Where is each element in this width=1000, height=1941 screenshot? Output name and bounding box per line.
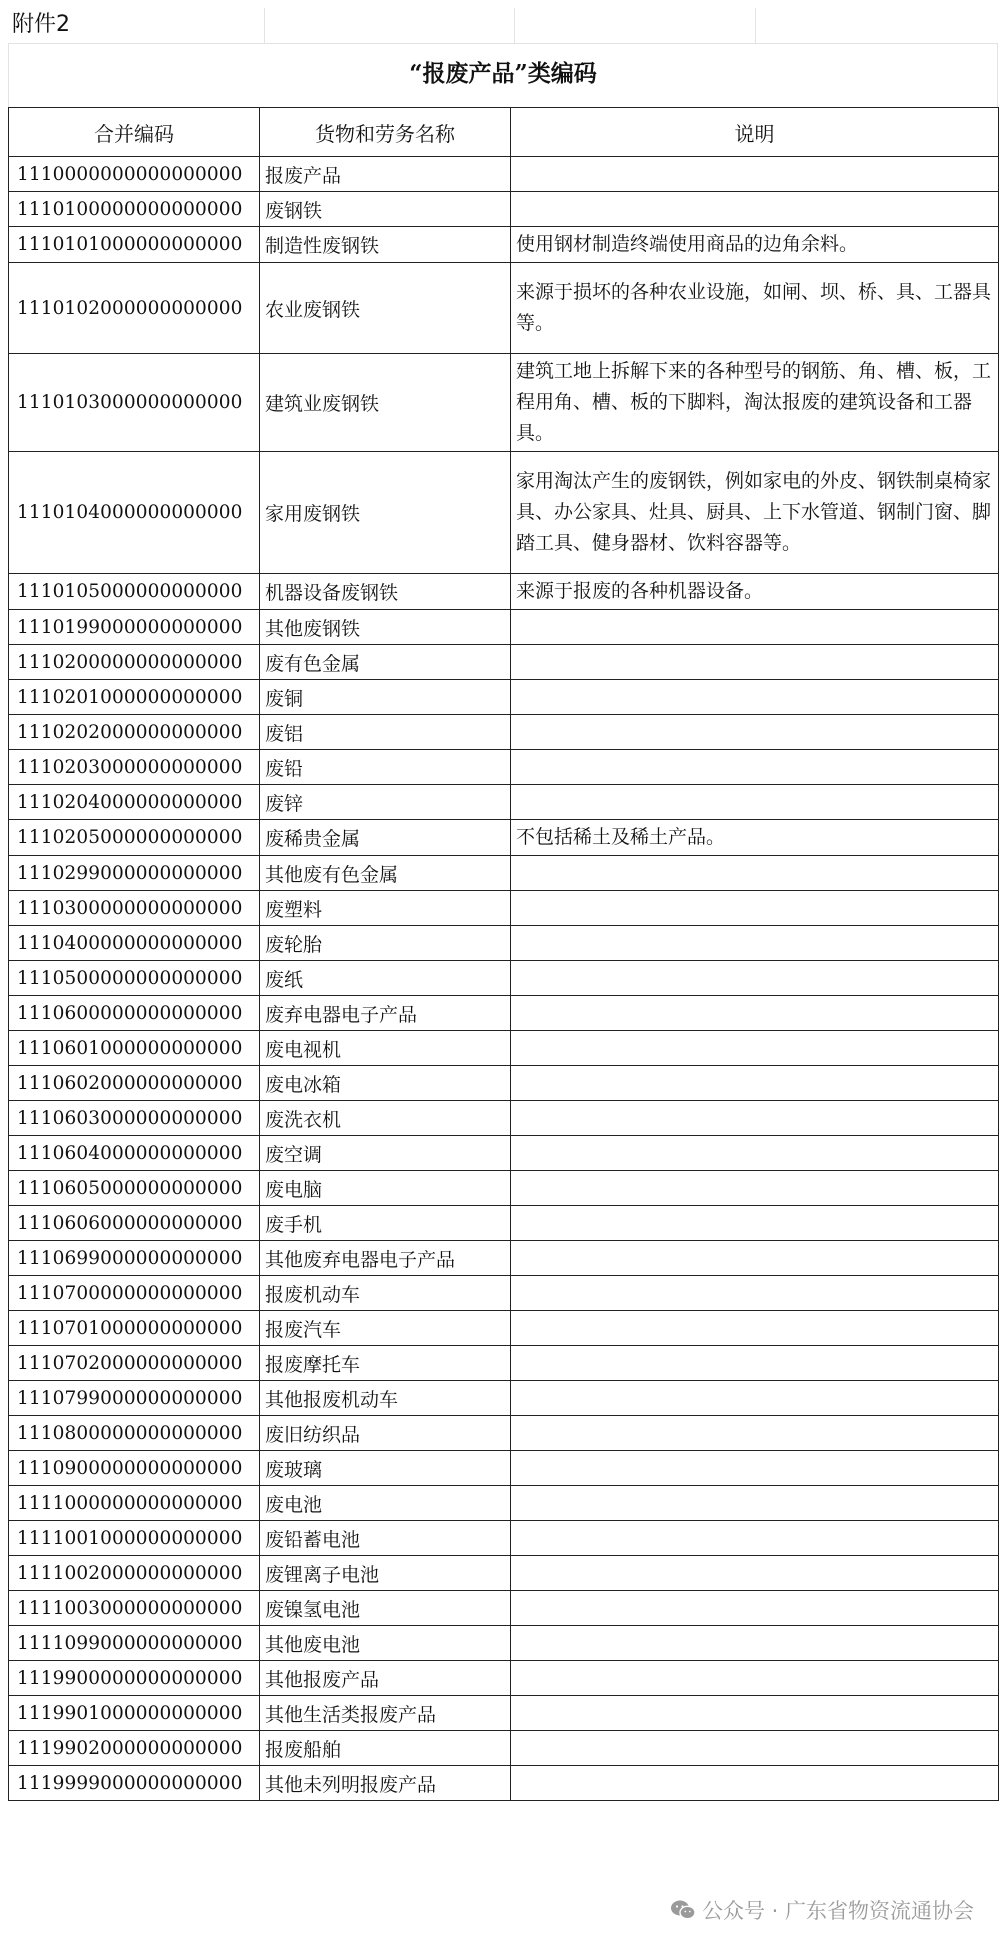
table-row (9, 856, 999, 891)
column-header-description: 说明 (511, 108, 999, 157)
name-cell: 废玻璃 (260, 1451, 511, 1486)
code-cell: 1110799000000000000 (9, 1381, 260, 1416)
description-cell (511, 1171, 999, 1206)
name-cell: 报废产品 (260, 157, 511, 192)
name-cell: 其他废钢铁 (260, 610, 511, 645)
code-cell: 1119901000000000000 (9, 1696, 260, 1731)
name-cell: 制造性废钢铁 (260, 227, 511, 263)
description-cell (511, 750, 999, 785)
code-cell: 1110105000000000000 (9, 574, 260, 610)
name-cell: 建筑业废钢铁 (260, 354, 511, 452)
code-cell: 1119902000000000000 (9, 1731, 260, 1766)
table-row (9, 1206, 999, 1241)
wechat-icon (670, 1899, 696, 1921)
name-cell: 废轮胎 (260, 926, 511, 961)
description-cell (511, 1206, 999, 1241)
description-cell: 使用钢材制造终端使用商品的边角余料。 (511, 227, 999, 263)
description-cell (511, 715, 999, 750)
description-cell (511, 680, 999, 715)
table-row (9, 1521, 999, 1556)
name-cell: 废电冰箱 (260, 1066, 511, 1101)
code-cell: 1110601000000000000 (9, 1031, 260, 1066)
name-cell: 废电脑 (260, 1171, 511, 1206)
description-cell (511, 1031, 999, 1066)
table-row (9, 1276, 999, 1311)
table-row (9, 715, 999, 750)
code-cell: 1110300000000000000 (9, 891, 260, 926)
table-row (9, 1731, 999, 1766)
description-cell (511, 961, 999, 996)
code-cell: 1110700000000000000 (9, 1276, 260, 1311)
code-cell: 1110204000000000000 (9, 785, 260, 820)
table-row (9, 891, 999, 926)
table-row (9, 1766, 999, 1801)
name-cell: 废洗衣机 (260, 1101, 511, 1136)
table-row (9, 192, 999, 227)
name-cell: 废塑料 (260, 891, 511, 926)
description-cell (511, 1311, 999, 1346)
name-cell: 废稀贵金属 (260, 820, 511, 856)
description-cell (511, 1101, 999, 1136)
code-cell: 1110202000000000000 (9, 715, 260, 750)
table-row (9, 1381, 999, 1416)
description-cell (511, 785, 999, 820)
table-row (9, 680, 999, 715)
name-cell: 废铅蓄电池 (260, 1521, 511, 1556)
table-row (9, 574, 999, 610)
table-row (9, 1241, 999, 1276)
description-cell (511, 1556, 999, 1591)
code-cell: 1110100000000000000 (9, 192, 260, 227)
table-row (9, 1311, 999, 1346)
code-cell: 1110900000000000000 (9, 1451, 260, 1486)
code-cell: 1110103000000000000 (9, 354, 260, 452)
table-row (9, 354, 999, 452)
code-cell: 1110199000000000000 (9, 610, 260, 645)
table-row (9, 1451, 999, 1486)
code-cell: 1110201000000000000 (9, 680, 260, 715)
description-cell (511, 1066, 999, 1101)
code-cell: 1110701000000000000 (9, 1311, 260, 1346)
description-cell (511, 1451, 999, 1486)
table-row (9, 452, 999, 574)
table-row (9, 820, 999, 856)
code-cell: 1110699000000000000 (9, 1241, 260, 1276)
description-cell: 来源于报废的各种机器设备。 (511, 574, 999, 610)
table-row (9, 1031, 999, 1066)
name-cell: 废锌 (260, 785, 511, 820)
description-cell (511, 1241, 999, 1276)
name-cell: 其他生活类报废产品 (260, 1696, 511, 1731)
code-cell: 1111000000000000000 (9, 1486, 260, 1521)
description-cell (511, 157, 999, 192)
table-row (9, 926, 999, 961)
name-cell: 报废汽车 (260, 1311, 511, 1346)
description-cell (511, 192, 999, 227)
table-title: “报废产品”类编码 (8, 44, 998, 107)
name-cell: 废钢铁 (260, 192, 511, 227)
name-cell: 报废船舶 (260, 1731, 511, 1766)
name-cell: 废锂离子电池 (260, 1556, 511, 1591)
name-cell: 废电池 (260, 1486, 511, 1521)
description-cell (511, 1136, 999, 1171)
name-cell: 废空调 (260, 1136, 511, 1171)
description-cell (511, 996, 999, 1031)
description-cell (511, 1346, 999, 1381)
name-cell: 其他废弃电器电子产品 (260, 1241, 511, 1276)
code-cell: 1110102000000000000 (9, 263, 260, 354)
table-row (9, 996, 999, 1031)
attachment-label: 附件2 (8, 8, 265, 43)
description-cell (511, 1766, 999, 1801)
table-row (9, 1066, 999, 1101)
code-cell: 1111003000000000000 (9, 1591, 260, 1626)
table-row (9, 157, 999, 192)
table-row (9, 1591, 999, 1626)
code-cell: 1110203000000000000 (9, 750, 260, 785)
code-cell: 1110000000000000000 (9, 157, 260, 192)
description-cell: 不包括稀土及稀土产品。 (511, 820, 999, 856)
description-cell (511, 1486, 999, 1521)
code-cell: 1111002000000000000 (9, 1556, 260, 1591)
table-row (9, 227, 999, 263)
description-cell (511, 1696, 999, 1731)
name-cell: 废弃电器电子产品 (260, 996, 511, 1031)
name-cell: 其他废电池 (260, 1626, 511, 1661)
name-cell: 其他未列明报废产品 (260, 1766, 511, 1801)
name-cell: 废电视机 (260, 1031, 511, 1066)
description-cell (511, 1416, 999, 1451)
description-cell (511, 1661, 999, 1696)
name-cell: 废铜 (260, 680, 511, 715)
table-row (9, 263, 999, 354)
table-row (9, 961, 999, 996)
name-cell: 其他报废机动车 (260, 1381, 511, 1416)
attachment-row (8, 8, 998, 44)
name-cell: 废手机 (260, 1206, 511, 1241)
watermark-text: 公众号 · 广东省物资流通协会 (701, 1899, 974, 1923)
description-cell (511, 926, 999, 961)
code-cell: 1111099000000000000 (9, 1626, 260, 1661)
code-cell: 1110602000000000000 (9, 1066, 260, 1101)
code-cell: 1111001000000000000 (9, 1521, 260, 1556)
name-cell: 机器设备废钢铁 (260, 574, 511, 610)
description-cell (511, 856, 999, 891)
column-header-name: 货物和劳务名称 (260, 108, 511, 157)
description-cell (511, 891, 999, 926)
name-cell: 废纸 (260, 961, 511, 996)
watermark (666, 1893, 978, 1927)
table-row (9, 1626, 999, 1661)
description-cell (511, 1591, 999, 1626)
code-cell: 1119999000000000000 (9, 1766, 260, 1801)
name-cell: 废镍氢电池 (260, 1591, 511, 1626)
name-cell: 废铝 (260, 715, 511, 750)
table-row (9, 1661, 999, 1696)
name-cell: 报废机动车 (260, 1276, 511, 1311)
spreadsheet (8, 8, 998, 1801)
table-row (9, 1101, 999, 1136)
code-cell: 1110702000000000000 (9, 1346, 260, 1381)
description-cell (511, 1276, 999, 1311)
description-cell (511, 645, 999, 680)
table-row (9, 1171, 999, 1206)
code-cell: 1110104000000000000 (9, 452, 260, 574)
name-cell: 报废摩托车 (260, 1346, 511, 1381)
table-row (9, 1486, 999, 1521)
description-cell (511, 1381, 999, 1416)
table-row (9, 610, 999, 645)
description-cell (511, 1626, 999, 1661)
table-row (9, 1556, 999, 1591)
table-row (9, 1696, 999, 1731)
name-cell: 废旧纺织品 (260, 1416, 511, 1451)
description-cell: 来源于损坏的各种农业设施，如闸、坝、桥、具、工器具等。 (511, 263, 999, 354)
name-cell: 废有色金属 (260, 645, 511, 680)
code-cell: 1110500000000000000 (9, 961, 260, 996)
code-cell: 1119900000000000000 (9, 1661, 260, 1696)
header-row (9, 108, 999, 157)
description-cell (511, 1521, 999, 1556)
code-cell: 1110101000000000000 (9, 227, 260, 263)
code-cell: 1110299000000000000 (9, 856, 260, 891)
code-cell: 1110605000000000000 (9, 1171, 260, 1206)
column-header-code: 合并编码 (9, 108, 260, 157)
code-cell: 1110600000000000000 (9, 996, 260, 1031)
table-row (9, 1416, 999, 1451)
code-cell: 1110200000000000000 (9, 645, 260, 680)
table-row (9, 645, 999, 680)
code-cell: 1110606000000000000 (9, 1206, 260, 1241)
code-cell: 1110400000000000000 (9, 926, 260, 961)
table-row (9, 1136, 999, 1171)
table-row (9, 1346, 999, 1381)
table-row (9, 750, 999, 785)
description-cell (511, 610, 999, 645)
description-cell: 建筑工地上拆解下来的各种型号的钢筋、角、槽、板，工程用角、槽、板的下脚料，淘汰报废的建筑设备和工器具。 (511, 354, 999, 452)
name-cell: 废铅 (260, 750, 511, 785)
code-cell: 1110205000000000000 (9, 820, 260, 856)
code-cell: 1110800000000000000 (9, 1416, 260, 1451)
code-table (8, 107, 999, 1801)
code-cell: 1110604000000000000 (9, 1136, 260, 1171)
description-cell (511, 1731, 999, 1766)
table-row (9, 785, 999, 820)
name-cell: 其他废有色金属 (260, 856, 511, 891)
code-cell: 1110603000000000000 (9, 1101, 260, 1136)
name-cell: 家用废钢铁 (260, 452, 511, 574)
name-cell: 农业废钢铁 (260, 263, 511, 354)
description-cell: 家用淘汰产生的废钢铁，例如家电的外皮、钢铁制桌椅家具、办公家具、灶具、厨具、上下水管道、钢制门窗、脚踏工具、健身器材、饮料容器等。 (511, 452, 999, 574)
name-cell: 其他报废产品 (260, 1661, 511, 1696)
